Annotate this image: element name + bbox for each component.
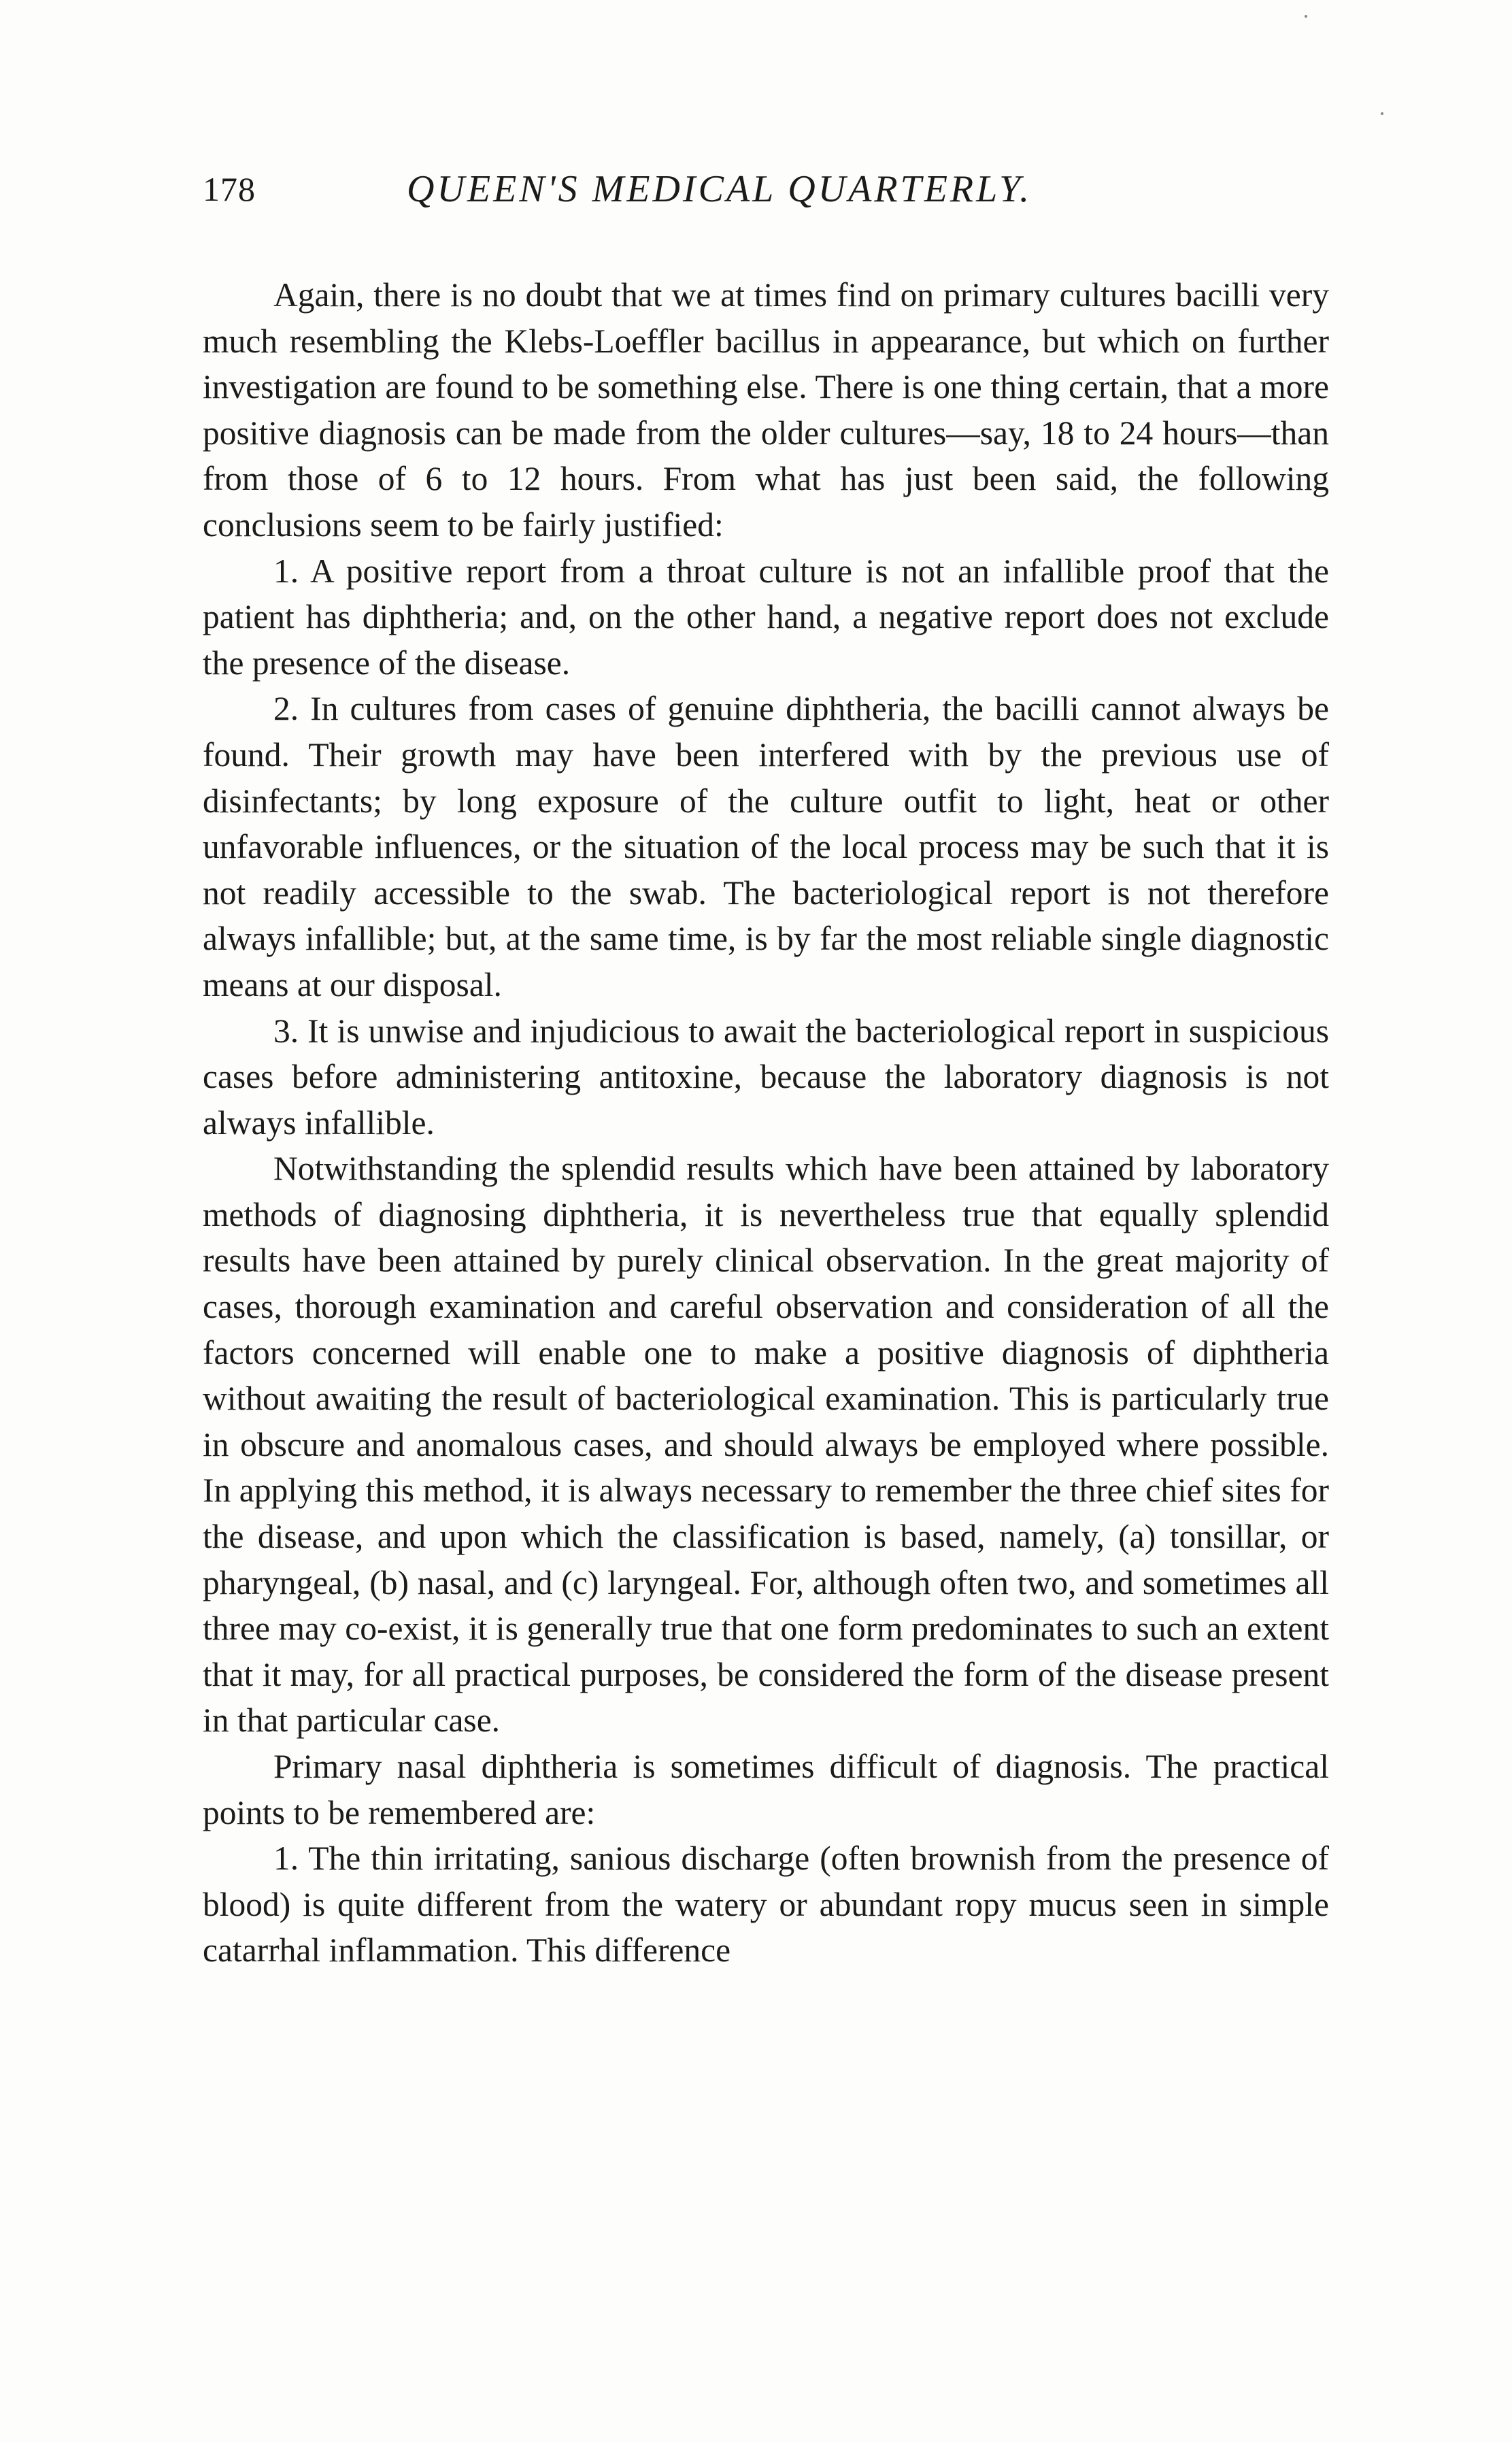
body-text — [203, 272, 1329, 1974]
paragraph-intro: Again, there is no doubt that we at times find on primary cultures bacilli very much resembling the Klebs-Loeffler bacillus in appearance, but which on further investigation are found to be something else. There is one thing certain, that a more positive diagnosis can be made from the older cultures—say, 18 to 24 hours—than from those of 6 to 12 hours. From what has just been said, the following conclusions seem to be fairly justified: — [203, 276, 1329, 544]
page-number: 178 — [203, 170, 256, 208]
conclusion-item-3: 3. It is unwise and injudicious to await the bacteriological report in suspicious cases before administering antitoxine, because the laboratory diagnosis is not always infallible. — [203, 1012, 1329, 1142]
scan-speck — [1381, 112, 1383, 115]
practical-point-1: 1. The thin irritating, sanious discharge (often brownish from the presence of blood) is quite different from the watery or abundant ropy mucus seen in simple catarrhal inflammation. This difference — [203, 1840, 1329, 1970]
conclusion-item-1: 1. A positive report from a throat culture is not an infallible proof that the patient has diphtheria; and, on the other hand, a negative report does not exclude the presence of the disease. — [203, 552, 1329, 682]
scan-speck — [1305, 15, 1307, 18]
journal-title: QUEEN'S MEDICAL QUARTERLY. — [407, 168, 1032, 210]
running-head — [203, 162, 1329, 216]
paragraph-clinical-observation: Notwithstanding the splendid results which have been attained by laboratory methods of diagnosing diphtheria, it is nevertheless true that equally splendid results have been attained by purely clinical observation. In the great majority of cases, thorough examination and careful observation and consideration of all the factors concerned will enable one to make a positive diagnosis of diphtheria without awaiting the result of bacteriological examination. This is particularly true in obscure and anomalous cases, and should always be employed where possible. In applying this method, it is always necessary to remember the three chief sites for the disease, and upon which the classification is based, namely, (a) tonsillar, or pharyngeal, (b) nasal, and (c) laryngeal. For, although often two, and sometimes all three may co-exist, it is generally true that one form predominates to such an extent that it may, for all practical purposes, be considered the form of the disease present in that particular case. — [203, 1150, 1329, 1740]
paragraph-nasal-diphtheria: Primary nasal diphtheria is sometimes difficult of diagnosis. The practical points to be remembered are: — [203, 1748, 1329, 1831]
conclusion-item-2: 2. In cultures from cases of genuine diphtheria, the bacilli cannot always be found. Their growth may have been interfered with by the previous use of disinfectants; by long exposure of the culture outfit to light, heat or other unfavorable influences, or the situation of the local process may be such that it is not readily accessible to the swab. The bacteriological report is not therefore always infallible; but, at the same time, is by far the most reliable single diagnostic means at our disposal. — [203, 690, 1329, 1003]
